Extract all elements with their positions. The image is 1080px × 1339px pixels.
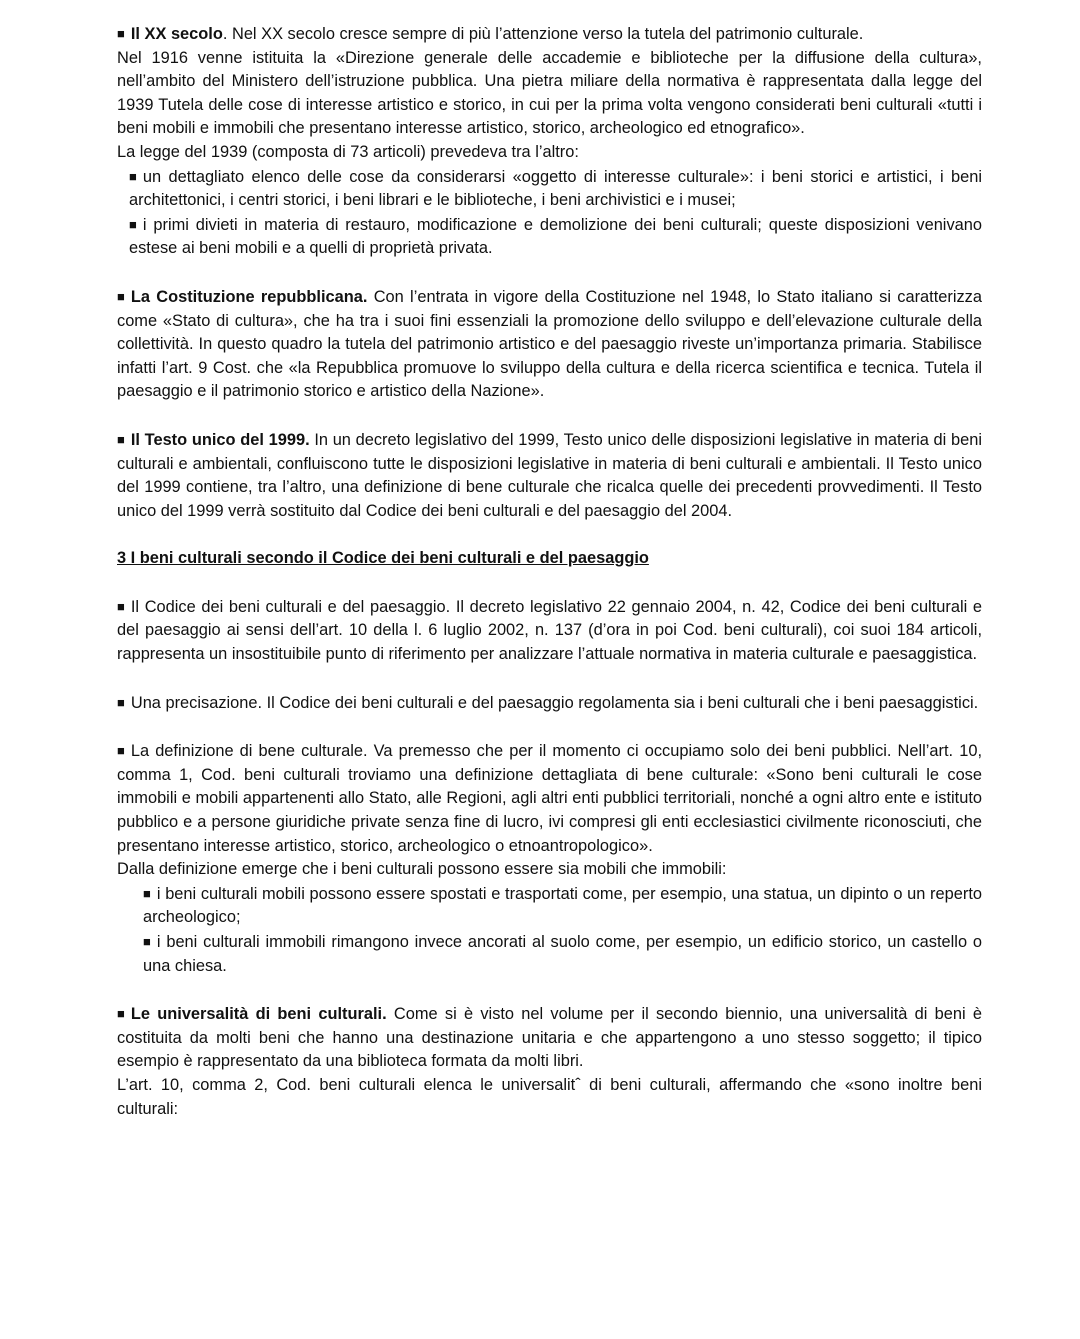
- costituzione-text: Con l’entrata in vigore della Costituzione nel 1948, lo Stato italiano si caratterizza come «Stato di cultura», che ha tra i suoi fini essenziali la promozione dello sviluppo e dell’elevazione culturale della collettività. In questo quadro la tutela del patrimonio artistico e del paesaggio riveste un’importanza primaria. Stabilisce infatti l’art. 9 Cost. che «la Repubblica promuove lo sviluppo della cultura e della ricerca scientifica e tecnica. Tutela il paesaggio e il patrimonio storico e artistico della Nazione».: [117, 287, 982, 401]
- section-title-costituzione: La Costituzione repubblicana.: [130, 287, 368, 306]
- square-bullet-icon: ■: [129, 168, 137, 184]
- section-title-universalita: Le universalità di beni culturali.: [130, 1005, 387, 1024]
- document-page: [117, 22, 982, 1121]
- paragraph-codice: [117, 595, 982, 667]
- square-bullet-icon: ■: [143, 934, 151, 949]
- codice-text: Il Codice dei beni culturali e del paesaggio. Il decreto legislativo 22 gennaio 2004, n. 42, Codice dei beni culturali e del paesaggio ai sensi dell’art. 10 della l. 6 luglio 2002, n. 137 (d’ora in poi Cod. beni culturali), coi suoi 184 articoli, rappresenta un insostituibile punto di riferimento per analizzare l’attuale normativa in materia culturale e paesaggistica.: [117, 597, 982, 664]
- paragraph-xx-secolo-2: La legge del 1939 (composta di 73 articoli) prevedeva tra l’altro:: [117, 142, 579, 161]
- chapter-heading: 3 I beni culturali secondo il Codice dei beni culturali e del paesaggio: [117, 549, 649, 568]
- spacer: [117, 667, 982, 691]
- universalita-text: Come si è visto nel volume per il secondo biennio, una universalità di beni è costituita da molti beni che hanno una destinazione unitaria e che appartengono a uno stesso soggetto; il tipico esempio è rappresentato da una biblioteca formata da molti libri.: [117, 1005, 982, 1071]
- square-bullet-icon: ■: [117, 431, 125, 447]
- list-item-xx-secolo-2: [129, 213, 982, 261]
- square-bullet-icon: ■: [129, 216, 137, 232]
- list-item-definizione-2: [143, 930, 982, 978]
- spacer: [117, 404, 982, 428]
- paragraph-xx-secolo-lead: [117, 22, 982, 47]
- section-title-testo-unico: Il Testo unico del 1999.: [130, 430, 310, 449]
- spacer: [117, 715, 982, 739]
- square-bullet-icon: ■: [143, 885, 151, 901]
- section-title-xx-secolo: Il XX secolo: [130, 25, 223, 43]
- square-bullet-icon: ■: [117, 1006, 125, 1022]
- list-item-xx-secolo-1: [129, 165, 982, 213]
- testo-unico-text: In un decreto legislativo del 1999, Testo unico delle disposizioni legislative in materia di beni culturali e ambientali, confluiscono tutte le disposizioni legislative in materia di beni culturali e ambientali. Il Testo unico del 1999 contiene, tra l’altro, una definizione di bene culturale che ricalca quelle dei precedenti provvedimenti. Il Testo unico del 1999 verrà sostituito dal Codice dei beni culturali e del paesaggio del 2004.: [117, 430, 982, 520]
- paragraph-definizione-2: Dalla definizione emerge che i beni culturali possono essere sia mobili che immobili:: [117, 860, 727, 879]
- square-bullet-icon: ■: [117, 743, 125, 759]
- square-bullet-icon: ■: [117, 694, 125, 710]
- list-item-text: i beni culturali mobili possono essere spostati e trasportati come, per esempio, una statua, un dipinto o un reperto archeologico;: [143, 884, 982, 927]
- list-item-text: i beni culturali immobili rimangono invece ancorati al suolo come, per esempio, un edificio storico, un castello o una chiesa.: [143, 933, 982, 975]
- paragraph-testo-unico: [117, 428, 982, 523]
- square-bullet-icon: ■: [117, 598, 125, 614]
- spacer: [117, 978, 982, 1002]
- paragraph-definizione: [117, 739, 982, 858]
- paragraph-costituzione: [117, 285, 982, 404]
- paragraph-precisazione: [117, 691, 982, 716]
- square-bullet-icon: ■: [117, 288, 125, 304]
- list-item-text: un dettagliato elenco delle cose da considerarsi «oggetto di interesse culturale»: i beni storici e artistici, i beni architettonici, i centri storici, i beni librari e le biblioteche, i beni archivistici e i musei;: [129, 167, 982, 210]
- list-item-definizione-1: [143, 882, 982, 930]
- square-bullet-icon: ■: [117, 26, 125, 41]
- spacer: [117, 523, 982, 547]
- precisazione-text: Una precisazione. Il Codice dei beni culturali e del paesaggio regolamenta sia i beni culturali che i beni paesaggistici.: [130, 693, 979, 712]
- spacer: [117, 571, 982, 595]
- paragraph-universalita-2: L’art. 10, comma 2, Cod. beni culturali elenca le universalitˆ di beni culturali, affermando che «sono inoltre beni culturali:: [117, 1075, 982, 1118]
- paragraph-xx-secolo-1: Nel 1916 venne istituita la «Direzione generale delle accademie e biblioteche per la diffusione della cultura», nell’ambito del Ministero dell’istruzione pubblica. Una pietra miliare della normativa è rappresentata dalla legge del 1939 Tutela delle cose di interesse artistico e storico, in cui per la prima volta vengono considerati beni culturali «tutti i beni mobili e immobili che presentano interesse artistico, storico, archeologico ed etnografico».: [117, 48, 982, 138]
- xx-secolo-lead-text: . Nel XX secolo cresce sempre di più l’attenzione verso la tutela del patrimonio culturale.: [222, 25, 864, 43]
- paragraph-universalita: [117, 1002, 982, 1074]
- list-item-text: i primi divieti in materia di restauro, modificazione e demolizione dei beni culturali; queste disposizioni venivano estese ai beni mobili e a quelli di proprietà privata.: [129, 215, 982, 258]
- spacer: [117, 261, 982, 285]
- definizione-text: La definizione di bene culturale. Va premesso che per il momento ci occupiamo solo dei beni pubblici. Nell’art. 10, comma 1, Cod. beni culturali troviamo una definizione dettagliata di bene culturale: «Sono beni culturali le cose immobili e mobili appartenenti allo Stato, alle Regioni, agli altri enti pubblici territoriali, nonché a ogni altro ente e istituto pubblico e a persone giuridiche private senza fine di lucro, ivi compresi gli enti ecclesiastici civilmente riconosciuti, che presentano interesse artistico, storico, archeologico o etnoantropologico».: [117, 742, 982, 855]
